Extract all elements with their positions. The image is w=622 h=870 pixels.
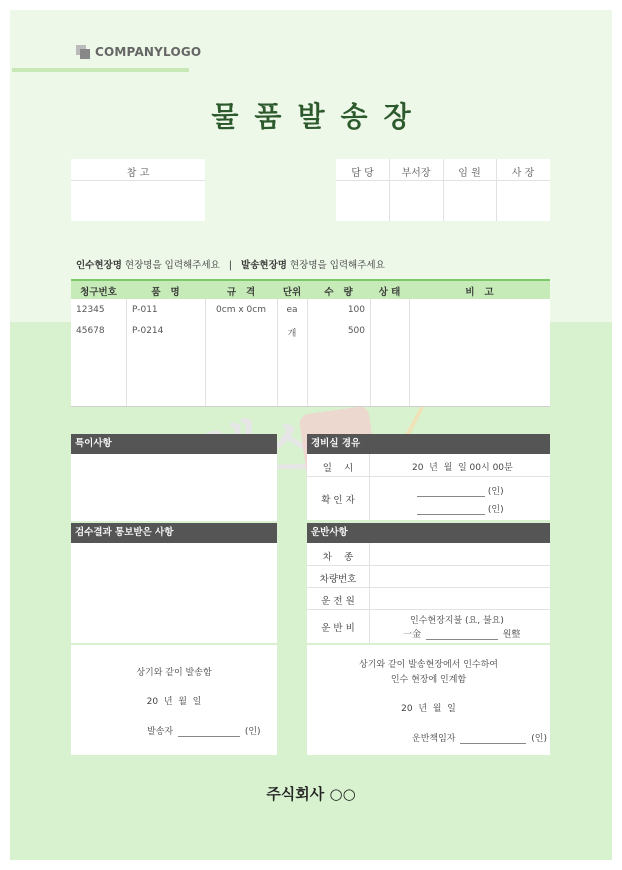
carrier-line: [412, 731, 547, 744]
approval-executive: 임 원: [458, 168, 481, 179]
inspection-box[interactable]: [71, 543, 277, 643]
carrier-signature-field[interactable]: [460, 743, 526, 744]
transit-header: 경비실 경유: [307, 434, 550, 454]
receive-confirm-text-2: 인수 현장에 인계함: [390, 675, 467, 685]
send-site-label: 발송현장명: [241, 260, 287, 271]
confirmer-line-1: [417, 484, 504, 497]
company-logo: [76, 45, 201, 59]
send-confirm-date: 20 년 월 일: [146, 697, 202, 707]
fee-amount-field[interactable]: [426, 639, 498, 640]
table-row-2-name: P-0214: [132, 326, 164, 336]
confirmer-field-1[interactable]: [417, 496, 485, 497]
col-request-no: 청구번호: [80, 287, 117, 298]
transport-box: [307, 543, 550, 643]
sender-seal: (인): [244, 727, 261, 737]
vehicle-number-label: 차량번호: [319, 574, 357, 585]
send-confirm-text: 상기와 같이 발송함: [136, 668, 212, 678]
fee-suffix: 원整: [502, 630, 521, 640]
approval-president: 사 장: [511, 168, 535, 179]
confirmer-field-2[interactable]: [417, 514, 485, 515]
special-notes-header: 특이사항: [71, 434, 277, 454]
confirmer-seal-1: (인): [487, 487, 504, 497]
table-row-2-no: 45678: [76, 326, 105, 336]
items-table-header: [71, 279, 550, 299]
approval-department-head: 부서장: [401, 168, 431, 179]
sender-signature-field[interactable]: [178, 736, 240, 737]
approval-manager: 담 당: [351, 168, 374, 179]
sender-line: [147, 724, 261, 737]
special-notes-box[interactable]: [71, 454, 277, 521]
table-row-2-qty: 500: [347, 326, 365, 336]
col-quantity: 수 량: [324, 287, 353, 298]
receive-confirm-date: 20 년 월 일: [401, 704, 456, 714]
inspection-header: 검수결과 통보받은 사항: [71, 523, 277, 543]
logo-underline: [12, 68, 189, 72]
col-spec: 규 격: [226, 287, 256, 298]
carrier-seal: (인): [531, 734, 547, 744]
logo-text: COMPANYLOGO: [95, 45, 202, 59]
reference-label: 참 고: [126, 168, 150, 179]
datetime-value[interactable]: 20 년 월 일 00시 00분: [412, 463, 513, 473]
approval-box: [336, 159, 550, 221]
send-confirm-box: [71, 645, 277, 755]
table-row-1-spec: 0cm x 0cm: [216, 305, 266, 315]
vehicle-type-label: 차 종: [322, 552, 354, 563]
send-site-input[interactable]: 현장명을 입력해주세요: [289, 260, 385, 271]
receive-confirm-box: [307, 645, 550, 755]
site-names: [76, 257, 385, 271]
receive-site-label: 인수현장명: [76, 260, 122, 271]
table-row-1-unit: ea: [286, 305, 298, 315]
col-unit: 단위: [282, 287, 302, 298]
fee-label: 운 반 비: [321, 623, 355, 634]
driver-label: 운 전 원: [321, 596, 355, 607]
site-separator: |: [228, 260, 232, 271]
col-remarks: 비 고: [465, 287, 494, 298]
transport-header: 운반사항: [307, 523, 550, 543]
col-status: 상 태: [378, 287, 401, 298]
reference-box: [71, 159, 205, 221]
logo-squares-icon: [76, 45, 90, 59]
confirmer-label: 확 인 자: [321, 495, 355, 506]
company-name: 주식회사 ○○: [266, 785, 356, 803]
transit-box: [307, 454, 550, 520]
table-row-1-name: P-011: [132, 305, 158, 315]
table-row-2-unit: 개: [287, 329, 297, 339]
table-row-1-no: 12345: [76, 305, 105, 315]
receive-site-input[interactable]: 현장명을 입력해주세요: [124, 260, 220, 271]
confirmer-line-2: [417, 502, 504, 515]
receive-confirm-text-1: 상기와 같이 발송현장에서 인수하여: [359, 660, 498, 670]
sender-label: 발송자: [147, 727, 174, 737]
table-row-1-qty: 100: [347, 305, 365, 315]
datetime-label: 일 시: [322, 463, 354, 474]
fee-prefix: 一金: [403, 630, 422, 640]
fee-amount-line: [403, 627, 520, 640]
confirmer-seal-2: (인): [487, 505, 504, 515]
carrier-label: 운반책임자: [412, 734, 456, 744]
items-table: [71, 299, 550, 407]
page-title: 물품발송장: [211, 100, 427, 133]
fee-note: 인수현장지불 (요, 불요): [410, 616, 504, 626]
col-item-name: 품 명: [151, 287, 180, 298]
